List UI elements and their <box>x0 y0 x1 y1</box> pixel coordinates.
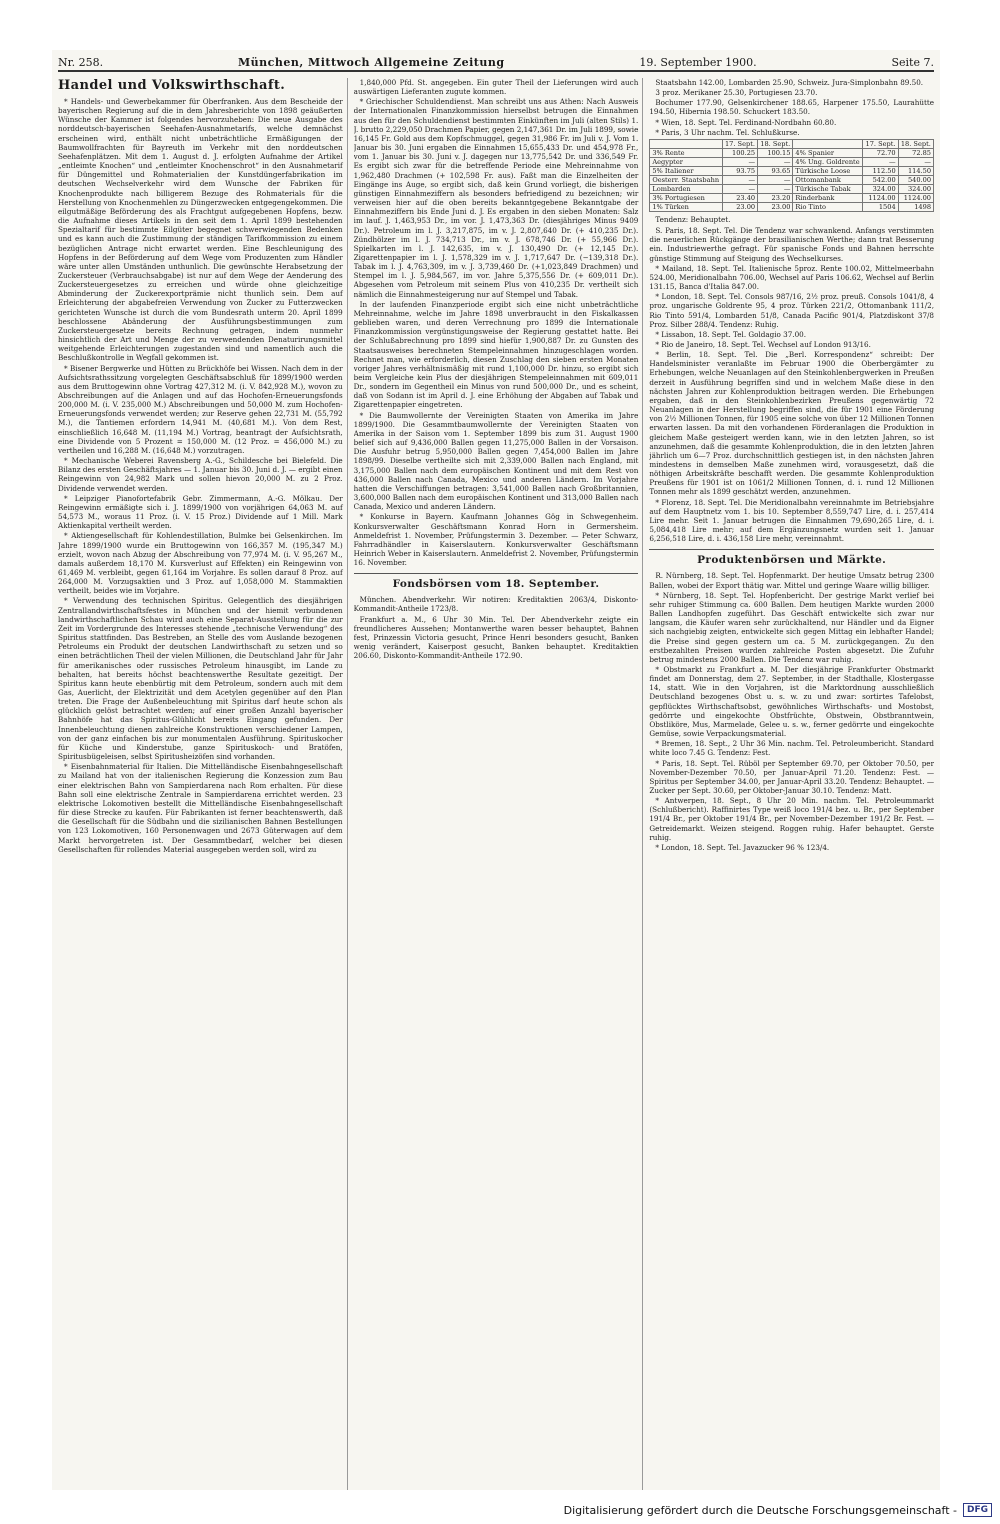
article-paragraph: * Die Baumwollernte der Vereinigten Staaten von Amerika im Jahre 1899/1900. Die Gesammtbaumwollernte der Vereinigten Staaten von Amerika in der Saison vom 1. September 1899 bis zum 31. August 1900 belief sich auf 9,436,000 Ballen gegen 11,275,000 Ballen in der Vorsaison. Die Ausfuhr betrug 5,950,000 Ballen gegen 7,454,000 Ballen im Jahre 1898/99. Dieselbe vertheilte sich mit 2,339,000 Ballen nach England, mit 3,175,000 Ballen nach dem europäischen Kontinent und mit dem Rest von 436,000 Ballen nach Canada, Mexico und anderen Ländern. Im Vorjahre hatten die Verschiffungen betragen: 3,541,000 Ballen nach Großbritannien, 3,600,000 Ballen nach dem europäischen Kontinent und 313,000 Ballen nach Canada, Mexico und anderen Ländern. <box>353 410 639 512</box>
table-row <box>650 193 934 202</box>
table-cell: 93.75 <box>722 166 757 175</box>
markets-heading: Produktenbörsen und Märkte. <box>649 549 934 567</box>
article-paragraph: * Konkurse in Bayern. Kaufmann Johannes Gög in Schwegenheim. Konkursverwalter Geschäftsmann Konrad Horn in Germersheim. Anmeldefrist 1. November, Prüfungstermin 3. Dezember. — Peter Schwarz, Fahrradhändler in Kaiserslautern. Konkursverwalter Geschäftsmann Heinrich Weber in Kaiserslautern. Anmeldefrist 2. November, Prüfungstermin 16. November. <box>353 512 639 568</box>
article-paragraph: * Aktiengesellschaft für Kohlendestillation, Bulmke bei Gelsenkirchen. Im Jahre 1899/1900 wurde ein Bruttogewinn von 166,357 M. (195,347 M.) erzielt, wovon nach Abzug der Abschreibung von 77,974 M. (i. V. 95,267 M., damals außerdem 18,170 M. Kursverlust auf Effekten) ein Reingewinn von 61,469 M. verbleibt, gegen 61,164 im Vorjahre. Es sollen darauf 8 Proz. auf 264,000 M. Vorzugsaktien und 3 Proz. auf 1,058,000 M. Stammaktien vertheilt, beides wie im Vorjahre. <box>58 531 343 596</box>
exchange-report: * Berlin, 18. Sept. Tel. Die „Berl. Korrespondenz“ schreibt: Der Handelsminister veranlaßte im Februar 1900 die Oberbergämter zu Erhebungen, welche Neuanlagen auf den Steinkohlenbergwerken in Preußen derzeit in Ausführung begriffen sind und in welchem Maße diese in den nächsten Jahren zur Kohlenproduktion beitragen werden. Die Erhebungen ergaben, daß in den Steinkohlenbezirken Preußens gegenwärtig 72 Neuanlagen in der Herstellung begriffen sind, die für 1901 eine Förderung von 2½ Millionen Tonnen, für 1905 eine solche von über 12 Millionen Tonnen erwarten lassen. Da mit den vorhandenen Förderanlagen die Produktion in gleichem Maße gesteigert werden kann, wie in den letzten Jahren, so ist anzunehmen, daß die gesammte Kohlenproduktion, die in den letzten Jahren jährlich um 6—7 Proz. durchschnittlich gestiegen ist, in den nächsten Jahren mindestens in demselben Maße zunehmen wird, vorausgesetzt, daß die nöthigen Arbeitskräfte beschafft werden. Die gesammte Kohlenproduktion Preußens für 1901 ist on 1061/2 Millionen Tonnen, d. i. rund 12 Millionen Tonnen mehr als 1899 geschätzt werden, anzunehmen. <box>649 350 935 497</box>
market-report: * London, 18. Sept. Tel. Javazucker 96 % 123/4. <box>655 842 830 852</box>
column-3 <box>649 78 934 1490</box>
table-cell: 23.20 <box>758 193 793 202</box>
table-row <box>650 157 934 166</box>
table-cell: 324.00 <box>898 184 933 193</box>
table-cell: 1% Türken <box>650 202 722 211</box>
column-1 <box>58 78 348 1490</box>
exchange-report: * Mailand, 18. Sept. Tel. Italienische 5proz. Rente 100.02, Mittelmeerbahn 524.00, Meridionalbahn 706.00, Wechsel auf Paris 106.62, Wechsel auf Berlin 131.15, Banca d'Italia 847.00. <box>649 263 935 292</box>
article-paragraph: * Eisenbahnmaterial für Italien. Die Mittelländische Eisenbahngesellschaft zu Mailand hat von der italienischen Regierung die Konzession zum Bau einer elektrischen Bahn von Sampierdarena nach Rom erhalten. Für diese Bahn soll eine elektrische Zentrale in Sampierdarena errichtet werden. 23 elektrische Lokomotiven bestellt die Mittelländische Eisenbahngesellschaft für diese Strecke zu kaufen. Für Fabrikanten ist ferner beachtenswerth, daß die Gesellschaft für die Südbahn und die sizilianischen Bahnen Bestellungen von 123 Lokomotiven, 160 Personenwagen und 2673 Güterwagen auf dem Markt hervorgetreten ist. Der Gesammtbedarf, welcher bei diesen Gesellschaften für rollendes Material ausgegeben werden soll, wird zu <box>58 762 343 854</box>
table-cell: 324.00 <box>863 184 898 193</box>
table-cell: — <box>898 157 933 166</box>
table-row <box>650 184 934 193</box>
table-cell: 23.40 <box>722 193 757 202</box>
exchange-report: * Florenz, 18. Sept. Tel. Die Meridionalbahn vereinnahmte im Betriebsjahre auf dem Hauptnetz vom 1. bis 10. September 8,559,747 Lire, d. i. 257,414 Lire mehr. Seit 1. Januar betrugen die Einnahmen 79,690,265 Lire, d. i. 5,084,418 Lire mehr; auf dem Ergänzungsnetz wurden seit 1. Januar 6,256,518 Lire, d. i. 436,158 Lire mehr, vereinnahmt. <box>649 497 935 544</box>
newspaper-page <box>52 50 940 1490</box>
table-cell: 1504 <box>863 202 898 211</box>
article-paragraph: 1,840,000 Pfd. St. angegeben. Ein guter Theil der Lieferungen wird auch auswärtigen Lieferanten zugute kommen. <box>353 78 639 97</box>
article-paragraph: In der laufenden Finanzperiode ergibt sich eine nicht unbeträchtliche Mehreinnahme, welche im Jahre 1898 unverbraucht in den Fiskalkassen geblieben waren, und deren Verrechnung pro 1899 die Internationale Finanzkommission vergünstigungsweise der Regierung gestattet hatte. Bei der Schlußabrechnung pro 1899 sind hiefür 1,900,887 Dr. zu Gunsten des Staatsausweises berechneten Stempeleinnahmen hinzugeschlagen worden. Rechnet man, wie erforderlich, diesen Zuschlag den sieben ersten Monaten voriger Jahres verhältnismäßig mit rund 1,100,000 Dr. hinzu, so ergibt sich beim Vergleiche kein Plus der diesjährigen Stempeleinnahmen mit 609,011 Dr., sondern im Gegentheil ein Minus von rund 500,000 Dr., und es scheint, daß von Sodann ist im April d. J. eine Erhöhung der Abgaben auf Tabak und Zigarettenpapier eingetreten. <box>353 299 639 410</box>
table-cell: 114.50 <box>898 166 933 175</box>
market-report: * Obstmarkt zu Frankfurt a. M. Der diesjährige Frankfurter Obstmarkt findet am Donnerstag, dem 27. September, in der Stadthalle, Klostergasse 14, statt. Wie in den Vorjahren, ist die Marktordnung ausschließlich Deutschland bezogenes Obst u. s. w. zu und zwar: sortirtes Tafelobst, gepflücktes Wirthschaftsobst, gewöhnliches Wirthschafts- und Mostobst, gedörrte und eingekochte Obstfrüchte, Obstwein, Obstbranntwein, Obstliköre, Mus, Marmelade, Gelee u. s. w., ferner gedörrte und eingekochte Gemüse, sowie Verpackungsmaterial. <box>649 664 935 739</box>
table-cell: 5% Italiener <box>650 166 722 175</box>
table-cell: 4% Spanier <box>793 148 863 157</box>
table-cell: — <box>722 175 757 184</box>
page-number: Seite 7. <box>891 55 934 69</box>
markets-text <box>649 571 934 852</box>
table-cell: 93.65 <box>758 166 793 175</box>
quote-line: 3 proz. Merikaner 25.30, Portugiesen 23.70. <box>655 88 818 98</box>
table-cell: 3% Portugiesen <box>650 193 722 202</box>
table-cell: — <box>722 184 757 193</box>
quote-line: * Paris, 3 Uhr nachm. Tel. Schlußkurse. <box>655 127 800 137</box>
table-header-cell <box>793 139 863 148</box>
table-row <box>650 166 934 175</box>
table-cell: 72.85 <box>898 148 933 157</box>
article-paragraph: * Leipziger Pianofortefabrik Gebr. Zimmermann, A.-G. Mölkau. Der Reingewinn ermäßigte sich i. J. 1899/1900 von vorjährigen 64,063 M. auf 54,573 M., woraus 11 Proz. (i. V. 15 Proz.) Dividende auf 1 Mill. Mark Aktienkapital vertheilt werden. <box>58 493 343 531</box>
quote-line: * Wien, 18. Sept. Tel. Ferdinand-Nordbahn 60.80. <box>655 117 837 127</box>
table-header-cell: 18. Sept. <box>758 139 793 148</box>
table-cell: 4% Ung. Goldrente <box>793 157 863 166</box>
market-report: * Paris, 18. Sept. Tel. Rüböl per September 69.70, per Oktober 70.50, per November-Dezember 70.50, per Januar-April 71.20. Tendenz: Fest. — Spiritus per September 34.00, per Januar-April 33.20. Tendenz: Behauptet. — Zucker per Sept. 30.60, per Oktober-Januar 30.10. Tendenz: Matt. <box>649 758 935 795</box>
masthead: München, Mittwoch Allgemeine Zeitung <box>238 55 505 69</box>
table-header-cell: 17. Sept. <box>722 139 757 148</box>
table-header-cell: 18. Sept. <box>898 139 933 148</box>
exchange-report: Frankfurt a. M., 6 Uhr 30 Min. Tel. Der Abendverkehr zeigte ein freundlicheres Aussehen; Montanwerthe waren besser behauptet, Bahnen fest, Prinzessin Victoria gesucht, Prince Henri besonders gesucht, Banken wenig verändert, Kaiserpost gesucht, Banken behauptet. Kreditaktien 206.60, Diskonto-Kommandit-Antheile 172.90. <box>353 614 639 661</box>
article-paragraph: * Griechischer Schuldendienst. Man schreibt uns aus Athen: Nach Ausweis der Internationalen Finanzkommission hierselbst betrugen die Einnahmen aus den für den Schuldendienst bestimmten Einkünften im Juli (alten Stils) 1. J. brutto 2,229,050 Drachmen Papier, gegen 2,147,361 Dr. im Juli 1899, sowie 16,145 Fr. Gold aus dem Kopfschmuggel, gegen 31,986 Fr. im Juli v. J. Vom 1. Januar bis 30. Juni ergaben die Einnahmen 15,655,433 Dr. und 454,978 Fr., vom 1. Januar bis 30. Juni v. J. dagegen nur 13,775,542 Dr. und 336,549 Fr. Es ergibt sich zwar für die betreffende Periode eine Mehreinnahme von 1,962,480 Drachmen (+ 102,598 Fr. aus). Faßt man die Einzelheiten der Eingänge ins Auge, so ergibt sich, daß kein Grund vorliegt, die bisherigen günstigen Einnahmeziffern als besonders befriedigend zu bezeichnen; wir verweisen hier auf die oben bereits bekanntgegebene Bekanntgabe der Einnahmeziffern bis Ende Juni d. J. Es ergaben in den sieben Monaten: Salz im lauf. J. 1,463,953 Dr., im vor. J. 1,473,363 Dr. (diesjähriges Minus 9409 Dr.). Petroleum im l. J. 3,217,875, im v. J. 2,807,640 Dr. (+ 410,235 Dr.). Zündhölzer im l. J. 734,713 Dr., im v. J. 678,746 Dr. (+ 55,966 Dr.). Spielkarten im l. J. 142,635, im v. J. 130,490 Dr. (+ 12,145 Dr.). Zigarettenpapier im l. J. 1,578,329 im v. J. 1,717,647 Dr. (−139,318 Dr.). Tabak im l. J. 4,763,309, im v. J. 3,739,460 Dr. (+1,023,849 Drachmen) und Stempel im l. J. 5,984,567, im vor. Jahre 5,375,556 Dr. (+ 609,011 Dr.). Abgesehen vom Petroleum mit seinem Plus von 410,235 Dr. vertheilt sich nämlich die Einnahmesteigerung nur auf Stempel und Tabak. <box>353 97 639 299</box>
table-cell: Türkische Tabak <box>793 184 863 193</box>
exchange-report: * London, 18. Sept. Tel. Consols 987/16, 2½ proz. preuß. Consols 1041/8, 4 proz. ungarische Goldrente 95, 4 proz. Türken 221/2, Ottomanbank 111/2, Rio Tinto 591/4, Lombarden 51/8, Canada Pacific 901/4, Platzdiskont 37/8 Proz. Silber 288/4. Tendenz: Ruhig. <box>649 292 935 329</box>
table-cell: Türkische Loose <box>793 166 863 175</box>
column-2-text <box>354 78 639 567</box>
quote-line: Staatsbahn 142.00, Lombarden 25.90, Schweiz. Jura-Simplonbahn 89.50. <box>655 78 924 87</box>
table-cell: Rio Tinto <box>793 202 863 211</box>
digitization-footer <box>0 1496 1000 1524</box>
market-report: * Bremen, 18. Sept., 2 Uhr 36 Min. nachm. Tel. Petroleumbericht. Standard white loco 7.45 G. Tendenz: Fest. <box>649 739 935 758</box>
exchange-report: * Lissabon, 18. Sept. Tel. Goldagio 37.00. <box>655 329 807 339</box>
table-cell: — <box>758 157 793 166</box>
issue-number: Nr. 258. <box>58 55 104 69</box>
table-cell: — <box>863 157 898 166</box>
table-cell: Oesterr. Staatsbahn <box>650 175 722 184</box>
article-paragraph: * Bisener Bergwerke und Hütten zu Brückhöfe bei Wissen. Nach dem in der Aufsichtsrathssitzung vorgelegten Geschäftsabschluß für 1899/1900 werden aus dem Bruttogewinn ohne Vortrag 427,312 M. (i. V. 842,928 M.), wovon zu Abschreibungen auf die Anlagen und auf das Hochofen-Erneuerungsfonds 200,000 M. (i. V. 235,000 M.) Abschreibungen und 50,000 M. zum Hochofen-Erneuerungsfonds verwendet werden; zur Reserve gehen 22,731 M. (55,792 M.), die Tantiemen erfordern 14,941 M. (40,681 M.). Von dem Rest, einschließlich 16,648 M. (11,194 M.) Vortrag, beantragt der Aufsichtsrath, eine Dividende von 5 Prozent = 150,000 M. (12 Proz. = 456,000 M.) zu vertheilen und 16,288 M. (16,648 M.) vorzutragen. <box>58 363 343 455</box>
paris-quotes-table <box>649 139 934 212</box>
market-report: * Antwerpen, 18. Sept., 8 Uhr 20 Min. nachm. Tel. Petroleummarkt (Schlußbericht). Raffinirtes Type weiß loco 191/4 bez. u. Br., per September 191/4 Br., per Oktober 191/4 Br., per November-Dezember 191/2 Br. Fest. — Getreidemarkt. Weizen steigend. Roggen ruhig. Hafer behauptet. Gerste ruhig. <box>649 796 935 842</box>
table-cell: 542.00 <box>863 175 898 184</box>
table-cell: 3% Rente <box>650 148 722 157</box>
column-3-top-text <box>649 78 934 137</box>
table-cell: — <box>758 184 793 193</box>
article-paragraph: * Verwendung des technischen Spiritus. Gelegentlich des diesjährigen Zentrallandwirthschaftsfestes in München und der hiemit verbundenen landwirthschaftlichen Schau wird auch eine Separat-Ausstellung für die zur Zeit im Vordergrunde des Interesses stehende „technische Verwendung“ des Spiritus stattfinden. Das Bestreben, an Stelle des vom Auslande bezogenen Petroleums ein Produkt der deutschen Landwirthschaft zu setzen und so einen beträchtlichen Theil der vielen Millionen, die Deutschland Jahr für Jahr für amerikanisches oder russisches Petroleum hinausgibt, im Lande zu behalten, hat bereits höchst beachtenswerthe Resultate gezeitigt. Der Spiritus kann heute ebenbürtig mit dem Petroleum, sondern auch mit dem Gas, Auerlicht, der Elektrizität und dem Acetylen gegenüber auf den Plan treten. Die Frage der Außenbeleuchtung mit Spiritus darf heute schon als glücklich gelöst betrachtet werden; auf einer großen Anzahl bayerischer Bahnhöfe hat das Spiritus-Glühlicht bereits Eingang gefunden. Der Innenbeleuchtung dienen zahlreiche Konstruktionen verschiedener Lampen, von der ganz einfachen bis zur monumentalen Ausführung. Spirituskocher für Küche und Kinderstube, ganze Spirituskoch- und Bratöfen, Spiritusbügeleisen, selbst Spiritusheizöfen sind vorhanden. <box>58 596 343 762</box>
table-cell: 540.00 <box>898 175 933 184</box>
market-report: * Nürnberg, 18. Sept. Tel. Hopfenbericht. Der gestrige Markt verlief bei sehr ruhiger Stimmung ca. 600 Ballen. Dem heutigen Markte wurden 2000 Ballen Landhopfen zugeführt. Das Geschäft entwickelte sich zwar nur langsam, die Käufer waren sehr zurückhaltend, nur Händler und da Eigner sich nachgiebig zeigten, entwickelte sich gegen Mittag ein lebhafter Handel; die Preise sind gegen gestern um ca. 5 M. zurückgegangen. Zu den erstbezahlten Preisen wurden zahlreiche Posten abgesetzt. Die Zufuhr betrug mindestens 2000 Ballen. Die Tendenz war ruhig. <box>649 590 935 664</box>
table-cell: 1124.00 <box>898 193 933 202</box>
table-cell: 23.00 <box>722 202 757 211</box>
market-report: R. Nürnberg, 18. Sept. Tel. Hopfenmarkt. Der heutige Umsatz betrug 2300 Ballen, wobei der Export thätig war. Mittel und geringe Waare willig billiger. <box>649 571 935 590</box>
footer-credit: Digitalisierung gefördert durch die Deutsche Forschungsgemeinschaft - <box>563 1503 957 1517</box>
table-cell: Aegypter <box>650 157 722 166</box>
column-1-text <box>58 97 343 854</box>
exchange-report: * Rio de Janeiro, 18. Sept. Tel. Wechsel auf London 913/16. <box>655 339 871 349</box>
table-cell: — <box>758 175 793 184</box>
exchange-report: S. Paris, 18. Sept. Tel. Die Tendenz war schwankend. Anfangs verstimmten die neuerlichen Rückgänge der brasilianischen Werthe; dann trat Besserung ein. Industriewerthe gefragt. Für spanische Fonds und Bahnen herrschte günstige Stimmung auf Steigung des Wechselkurses. <box>649 226 935 263</box>
column-3-mid-text <box>649 226 934 543</box>
table-cell: 100.15 <box>758 148 793 157</box>
article-paragraph: * Handels- und Gewerbekammer für Oberfranken. Aus dem Bescheide der bayerischen Regierung auf die in dem Jahresberichte von 1898 geäußerten Wünsche der Kammer ist folgendes hervorzuheben: Die neue Ausgabe des norddeutsch-bayerischen Seehafen-Ausnahmetarifs, welche demnächst erscheinen wird, enthält nicht unbeträchtliche Ermäßigungen der Baumwollfrachten für Bayreuth im Verkehr mit den norddeutschen Seehafenplätzen. Mit dem 1. August d. J. erfolgten Aufnahme der Artikel „entleimte Knochen“ und „entleimter Knochenschrot“ in den Ausnahmetarif für Düngemittel und Rohmaterialien der Kunstdüngerfabrikation im deutschen Wechselverkehr wird dem Wunsche der Fabriken für Knochenprodukte nach billigerem Bezuge des Rohmaterials für die Herstellung von Knochenmehlen zu Düngerzwecken entgegengekommen. Die eilgutmäßige Beförderung des als Frachtgut aufgegebenen Hopfens, bezw. die Aufnahme dieses Artikels in den seit dem 1. April 1899 bestehenden Spezialtarif für bestimmte Eilgüter begegnet schwerwiegenden Bedenken und es kann auch die Zustimmung der ständigen Tarifkommission zu einem bezüglichen Antrage nicht erwartet werden. Eine Beschleunigung des Hopfens in der Beförderung auf dem Wege vom Produzenten zum Händler wäre unter allen Umständen unthunlich. Die gewünschte Herabsetzung der Zuckersteuer (Verbrauchsabgabe) ist nur auf dem Wege der Aenderung des Zuckersteuergesetzes zu erreichen und würde ohne gleichzeitige Abminderung der Zuckerexportprämie nicht thunlich sein. Dem auf Erleichterung der abgabefreien Verwendung von Zucker zu Futterzwecken gerichteten Wunsche ist durch die vom Bundesrath unterm 20. April 1899 beschlossene Abänderung der Ausführungsbestimmungen zum Zuckersteuergesetze bereits Rechnung getragen, indem nunmehr hinsichtlich der Art und Menge der zu verwendenden Denaturirungsmittel weitgehende Erleichterungen zugestanden sind und namentlich auch die Beschlußkontrolle in Wegfall gekommen ist. <box>58 97 343 363</box>
paris-tendency: Tendenz: Behauptet. <box>655 214 731 224</box>
issue-date: 19. September 1900. <box>639 55 757 69</box>
running-header <box>58 54 934 72</box>
table-cell: 23.00 <box>758 202 793 211</box>
table-cell: 1124.00 <box>863 193 898 202</box>
exchange-heading: Fondsbörsen vom 18. September. <box>354 573 639 591</box>
table-row <box>650 175 934 184</box>
quote-line: Bochumer 177.90, Gelsenkirchener 188.65, Harpener 175.50, Laurahütte 194.50, Hibernia 198.50. Schuckert 183.50. <box>649 98 935 117</box>
columns <box>58 78 934 1490</box>
section-heading: Handel und Volkswirthschaft. <box>58 78 286 93</box>
article-paragraph: * Mechanische Weberei Ravensberg A.-G., Schildesche bei Bielefeld. Die Bilanz des ersten Geschäftsjahres — 1. Januar bis 30. Juni d. J. — ergibt einen Reingewinn von 24,982 Mark und sollen hievon 20,000 M. zu 2 Proz. Dividende verwendet werden. <box>58 456 343 493</box>
table-cell: — <box>722 157 757 166</box>
table-cell: 72.70 <box>863 148 898 157</box>
table-cell: 1498 <box>898 202 933 211</box>
table-cell: Rinderbank <box>793 193 863 202</box>
table-cell: 112.50 <box>863 166 898 175</box>
table-cell: Lombarden <box>650 184 722 193</box>
table-header-cell: 17. Sept. <box>863 139 898 148</box>
column-2 <box>354 78 644 1490</box>
exchange-report: München. Abendverkehr. Wir notiren: Kreditaktien 2063/4, Diskonto-Kommandit-Antheile 1723/8. <box>353 595 639 614</box>
table-row <box>650 202 934 211</box>
table-header-cell <box>650 139 722 148</box>
table-cell: 100.25 <box>722 148 757 157</box>
dfg-logo: DFG <box>963 1503 992 1517</box>
exchange-text <box>354 595 639 660</box>
table-row <box>650 148 934 157</box>
table-cell: Ottomanbank <box>793 175 863 184</box>
